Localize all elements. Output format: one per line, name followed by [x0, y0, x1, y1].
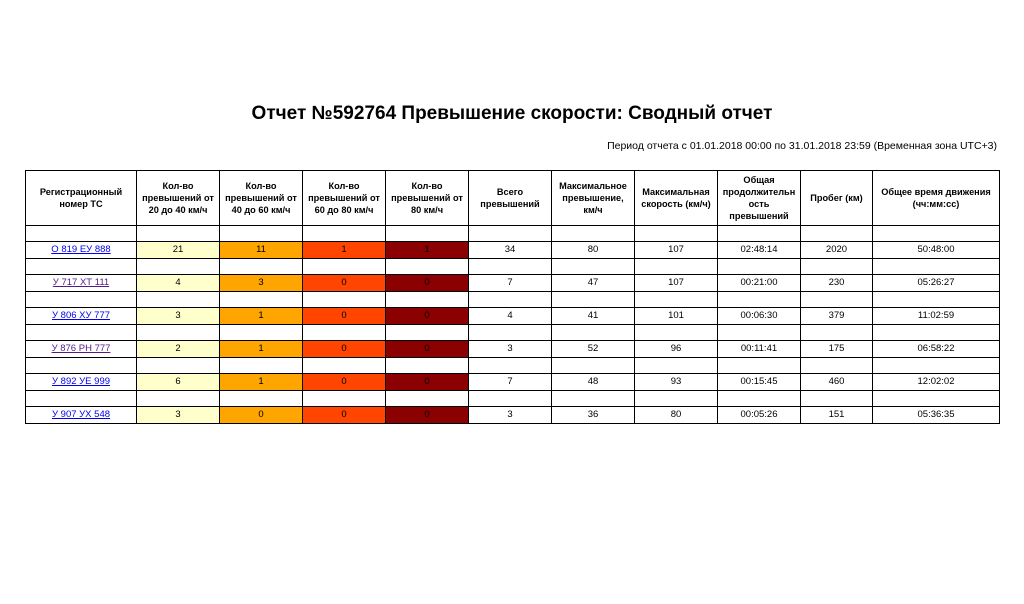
cell-count-20-40: 3 [137, 407, 220, 424]
cell-count-40-60: 1 [220, 341, 303, 358]
spacer-cell [552, 358, 635, 374]
cell-drive-time: 12:02:02 [873, 374, 1000, 391]
cell-count-60-80: 0 [303, 407, 386, 424]
cell-total: 3 [469, 407, 552, 424]
cell-count-20-40: 4 [137, 275, 220, 292]
spacer-cell [635, 358, 718, 374]
spacer-cell [873, 292, 1000, 308]
spacer-cell [552, 292, 635, 308]
vehicle-plate-link[interactable]: У 806 ХУ 777 [51, 310, 111, 321]
cell-plate [26, 275, 137, 292]
cell-drive-time: 05:26:27 [873, 275, 1000, 292]
cell-count-80: 1 [386, 242, 469, 259]
cell-count-40-60: 0 [220, 407, 303, 424]
spacer-cell [137, 226, 220, 242]
spacer-cell [801, 325, 873, 341]
cell-plate [26, 308, 137, 325]
cell-plate [26, 374, 137, 391]
cell-max-speed: 80 [635, 407, 718, 424]
spacer-cell [220, 325, 303, 341]
cell-count-40-60: 1 [220, 374, 303, 391]
table-row [26, 374, 1000, 391]
cell-duration: 00:05:26 [718, 407, 801, 424]
spacer-cell [26, 358, 137, 374]
spacer-cell [873, 358, 1000, 374]
spacer-row [26, 358, 1000, 374]
spacer-cell [718, 226, 801, 242]
report-period: Период отчета с 01.01.2018 00:00 по 31.01.2018 23:59 (Временная зона UTC+3) [607, 140, 997, 152]
cell-count-40-60: 11 [220, 242, 303, 259]
cell-count-20-40: 21 [137, 242, 220, 259]
cell-count-20-40: 6 [137, 374, 220, 391]
header-max-excess: Максимальное превышение, км/ч [552, 171, 635, 226]
cell-drive-time: 05:36:35 [873, 407, 1000, 424]
spacer-cell [635, 325, 718, 341]
table-header-row [26, 171, 1000, 226]
spacer-cell [635, 226, 718, 242]
spacer-cell [386, 292, 469, 308]
spacer-row [26, 325, 1000, 341]
spacer-cell [801, 226, 873, 242]
header-mileage: Пробег (км) [801, 171, 873, 226]
spacer-cell [303, 292, 386, 308]
spacer-cell [635, 391, 718, 407]
header-count-40-60: Кол-во превышений от 40 до 60 км/ч [220, 171, 303, 226]
cell-max-excess: 80 [552, 242, 635, 259]
cell-plate [26, 341, 137, 358]
spacer-cell [220, 292, 303, 308]
spacer-cell [718, 325, 801, 341]
cell-count-60-80: 0 [303, 308, 386, 325]
cell-count-80: 0 [386, 308, 469, 325]
table-row [26, 308, 1000, 325]
spacer-cell [220, 259, 303, 275]
cell-max-speed: 93 [635, 374, 718, 391]
spacer-cell [552, 391, 635, 407]
header-count-20-40: Кол-во превышений от 20 до 40 км/ч [137, 171, 220, 226]
cell-count-80: 0 [386, 275, 469, 292]
cell-count-60-80: 0 [303, 275, 386, 292]
spacer-cell [469, 292, 552, 308]
spacer-row [26, 292, 1000, 308]
spacer-cell [718, 391, 801, 407]
spacer-cell [26, 226, 137, 242]
vehicle-plate-link[interactable]: У 907 УХ 548 [51, 409, 111, 420]
spacer-cell [801, 391, 873, 407]
spacer-cell [137, 292, 220, 308]
spacer-cell [469, 226, 552, 242]
cell-max-speed: 101 [635, 308, 718, 325]
vehicle-plate-link[interactable]: У 892 УЕ 999 [51, 376, 111, 387]
cell-mileage: 460 [801, 374, 873, 391]
spacer-cell [220, 358, 303, 374]
header-total: Всего превышений [469, 171, 552, 226]
cell-count-60-80: 1 [303, 242, 386, 259]
header-plate: Регистрационный номер ТС [26, 171, 137, 226]
cell-max-excess: 36 [552, 407, 635, 424]
cell-drive-time: 50:48:00 [873, 242, 1000, 259]
spacer-cell [873, 325, 1000, 341]
cell-mileage: 230 [801, 275, 873, 292]
spacer-cell [303, 259, 386, 275]
spacer-cell [386, 226, 469, 242]
vehicle-plate-link[interactable]: О 819 ЕУ 888 [51, 244, 111, 255]
cell-max-excess: 48 [552, 374, 635, 391]
header-drive-time: Общее время движения (чч:мм:сс) [873, 171, 1000, 226]
table-body [26, 226, 1000, 424]
spacer-cell [469, 358, 552, 374]
cell-total: 7 [469, 374, 552, 391]
spacer-row [26, 391, 1000, 407]
spacer-cell [635, 259, 718, 275]
cell-max-excess: 41 [552, 308, 635, 325]
cell-count-20-40: 3 [137, 308, 220, 325]
table-row [26, 341, 1000, 358]
cell-count-20-40: 2 [137, 341, 220, 358]
spacer-cell [386, 391, 469, 407]
spacer-cell [718, 358, 801, 374]
cell-count-40-60: 1 [220, 308, 303, 325]
spacer-cell [801, 259, 873, 275]
spacer-cell [801, 358, 873, 374]
table-row [26, 242, 1000, 259]
header-max-speed: Максимальная скорость (км/ч) [635, 171, 718, 226]
spacer-cell [303, 391, 386, 407]
cell-count-80: 0 [386, 374, 469, 391]
cell-total: 34 [469, 242, 552, 259]
cell-count-80: 0 [386, 341, 469, 358]
spacer-cell [718, 292, 801, 308]
spacer-cell [873, 391, 1000, 407]
spacer-cell [220, 226, 303, 242]
spacer-cell [386, 358, 469, 374]
cell-duration: 00:15:45 [718, 374, 801, 391]
spacer-cell [635, 292, 718, 308]
spacer-cell [873, 259, 1000, 275]
cell-count-60-80: 0 [303, 374, 386, 391]
spacer-cell [873, 226, 1000, 242]
cell-mileage: 175 [801, 341, 873, 358]
spacer-cell [137, 358, 220, 374]
spacer-cell [220, 391, 303, 407]
spacer-cell [386, 325, 469, 341]
cell-mileage: 2020 [801, 242, 873, 259]
cell-max-speed: 96 [635, 341, 718, 358]
spacer-row [26, 259, 1000, 275]
cell-drive-time: 11:02:59 [873, 308, 1000, 325]
cell-total: 3 [469, 341, 552, 358]
spacer-cell [469, 259, 552, 275]
spacer-cell [386, 259, 469, 275]
table-row [26, 407, 1000, 424]
cell-duration: 00:06:30 [718, 308, 801, 325]
cell-max-excess: 47 [552, 275, 635, 292]
vehicle-plate-link[interactable]: У 717 ХТ 111 [52, 277, 110, 288]
spacer-cell [469, 391, 552, 407]
summary-table [25, 170, 1000, 424]
cell-plate [26, 407, 137, 424]
cell-duration: 02:48:14 [718, 242, 801, 259]
spacer-cell [469, 325, 552, 341]
cell-duration: 00:11:41 [718, 341, 801, 358]
cell-count-80: 0 [386, 407, 469, 424]
cell-total: 4 [469, 308, 552, 325]
cell-count-40-60: 3 [220, 275, 303, 292]
spacer-cell [718, 259, 801, 275]
cell-plate [26, 242, 137, 259]
spacer-cell [26, 391, 137, 407]
report-title: Отчет №592764 Превышение скорости: Сводный отчет [251, 103, 773, 124]
spacer-cell [26, 292, 137, 308]
cell-max-speed: 107 [635, 242, 718, 259]
spacer-cell [303, 325, 386, 341]
spacer-cell [801, 292, 873, 308]
spacer-cell [552, 226, 635, 242]
header-count-80: Кол-во превышений от 80 км/ч [386, 171, 469, 226]
spacer-cell [552, 259, 635, 275]
spacer-cell [552, 325, 635, 341]
cell-mileage: 379 [801, 308, 873, 325]
cell-drive-time: 06:58:22 [873, 341, 1000, 358]
spacer-cell [26, 325, 137, 341]
spacer-cell [303, 358, 386, 374]
cell-total: 7 [469, 275, 552, 292]
spacer-cell [303, 226, 386, 242]
cell-max-excess: 52 [552, 341, 635, 358]
spacer-cell [137, 325, 220, 341]
cell-duration: 00:21:00 [718, 275, 801, 292]
header-duration: Общая продолжительн ость превышений [718, 171, 801, 226]
cell-count-60-80: 0 [303, 341, 386, 358]
header-count-60-80: Кол-во превышений от 60 до 80 км/ч [303, 171, 386, 226]
spacer-cell [26, 259, 137, 275]
cell-mileage: 151 [801, 407, 873, 424]
spacer-cell [137, 259, 220, 275]
cell-max-speed: 107 [635, 275, 718, 292]
table-row [26, 275, 1000, 292]
spacer-cell [137, 391, 220, 407]
spacer-row [26, 226, 1000, 242]
vehicle-plate-link[interactable]: У 876 РН 777 [51, 343, 111, 354]
